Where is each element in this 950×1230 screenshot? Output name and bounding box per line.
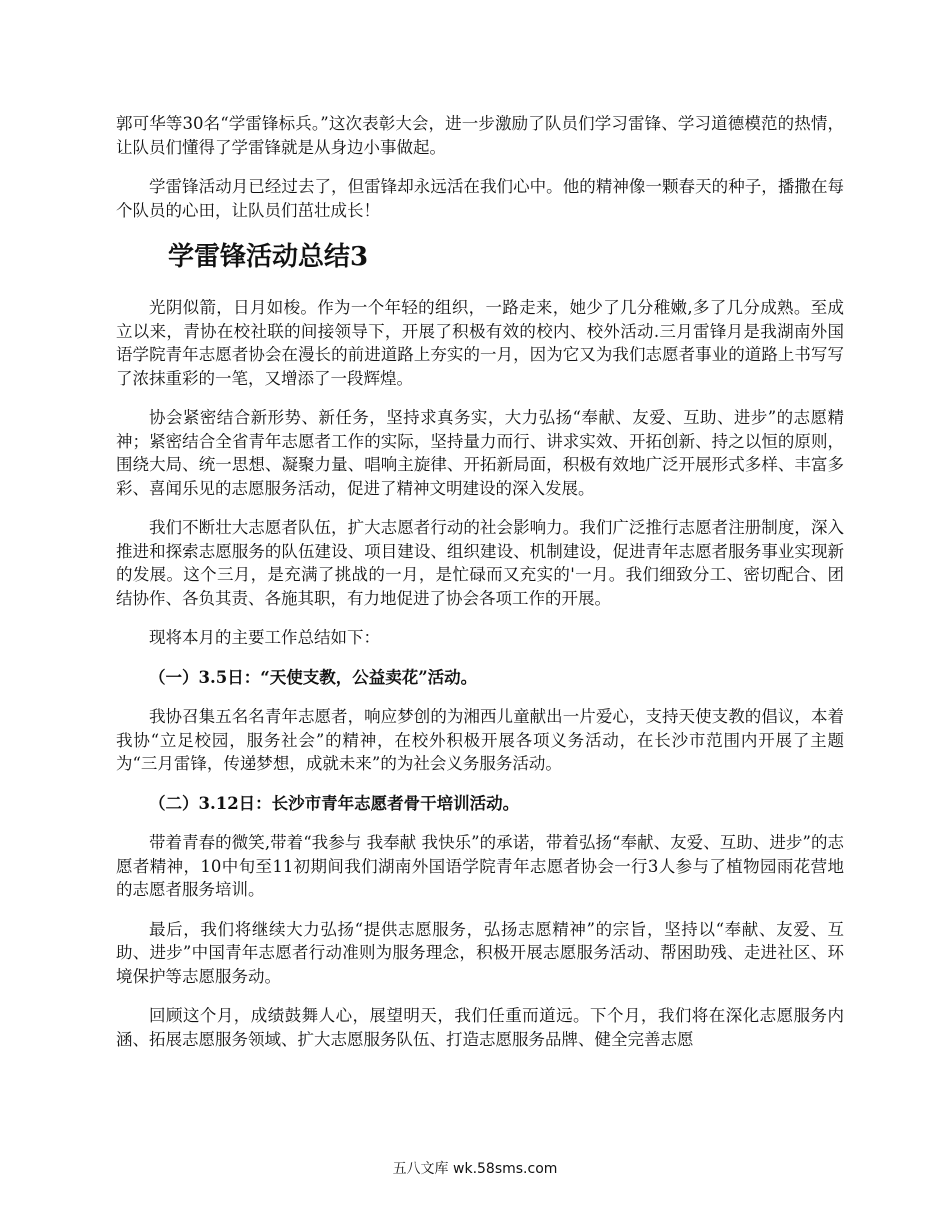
subheading-2: （二）3.12日：长沙市青年志愿者骨干培训活动。 <box>149 793 520 813</box>
paragraph-closing: 学雷锋活动月已经过去了，但雷锋却永远活在我们心中。他的精神像一颗春天的种子，播撒在每个队员的心田，让队员们茁壮成长！ <box>116 177 844 220</box>
paragraph-continued: 郭可华等30名“学雷锋标兵。”这次表彰大会，进一步激励了队员们学习雷锋、学习道德模范的热情，让队员们懂得了学雷锋就是从身边小事做起。 <box>116 114 844 157</box>
paragraph: 现将本月的主要工作总结如下： <box>149 628 380 647</box>
paragraph: 带着青春的微笑,带着“我参与 我奉献 我快乐”的承诺，带着弘扬“奉献、友爱、互助、进步”的志愿者精神，10中旬至11初期间我们湖南外国语学院青年志愿者协会一行3人参与了植物园雨花营地的志愿者服务培训。 <box>116 833 844 899</box>
paragraph: 协会紧密结合新形势、新任务，坚持求真务实，大力弘扬“奉献、友爱、互助、进步”的志愿精神；紧密结合全省青年志愿者工作的实际，坚持量力而行、讲求实效、开拓创新、持之以恒的原则，围绕大局、统一思想、凝聚力量、唱响主旋律、开拓新局面，积极有效地广泛开展形式多样、丰富多彩、喜闻乐见的志愿服务活动，促进了精神文明建设的深入发展。 <box>116 408 844 498</box>
paragraph: 最后，我们将继续大力弘扬“提供志愿服务，弘扬志愿精神”的宗旨，坚持以“奉献、友爱、互助、进步”中国青年志愿者行动准则为服务理念，积极开展志愿服务活动、帮困助残、走进社区、环境保护等志愿服务动。 <box>116 919 844 986</box>
paragraph: 光阴似箭，日月如梭。作为一个年轻的组织，一路走来，她少了几分稚嫩,多了几分成熟。至成立以来，青协在校社联的间接领导下，开展了积极有效的校内、校外活动.三月雷锋月是我湖南外国语学院青年志愿者协会在漫长的前进道路上夯实的一月，因为它又为我们志愿者事业的道路上书写写了浓抹重彩的一笔，又增添了一段辉煌。 <box>116 298 844 388</box>
paragraph: 我协召集五名名青年志愿者，响应梦创的为湘西儿童献出一片爱心，支持天使支教的倡议，本着我协“立足校园，服务社会”的精神，在校外积极开展各项义务活动，在长沙市范围内开展了主题为“三月雷锋，传递梦想，成就未来”的为社会义务服务活动。 <box>116 707 844 773</box>
paragraph: 我们不断壮大志愿者队伍，扩大志愿者行动的社会影响力。我们广泛推行志愿者注册制度，深入推进和探索志愿服务的队伍建设、项目建设、组织建设、机制建设，促进青年志愿者服务事业实现新的发展。这个三月，是充满了挑战的一月，是忙碌而又充实的'一月。我们细致分工、密切配合、团结协作、各负其责、各施其职，有力地促进了协会各项工作的开展。 <box>116 518 844 608</box>
subheading-1: （一）3.5日：“天使支教，公益卖花”活动。 <box>149 667 478 687</box>
section-heading: 学雷锋活动总结3 <box>168 242 369 272</box>
page-footer: 五八文库 wk.58sms.com <box>392 1161 558 1177</box>
paragraph: 回顾这个月，成绩鼓舞人心，展望明天，我们任重而道远。下个月，我们将在深化志愿服务内涵、拓展志愿服务领域、扩大志愿服务队伍、打造志愿服务品牌、健全完善志愿 <box>116 1006 844 1049</box>
document-body <box>116 112 844 1067</box>
